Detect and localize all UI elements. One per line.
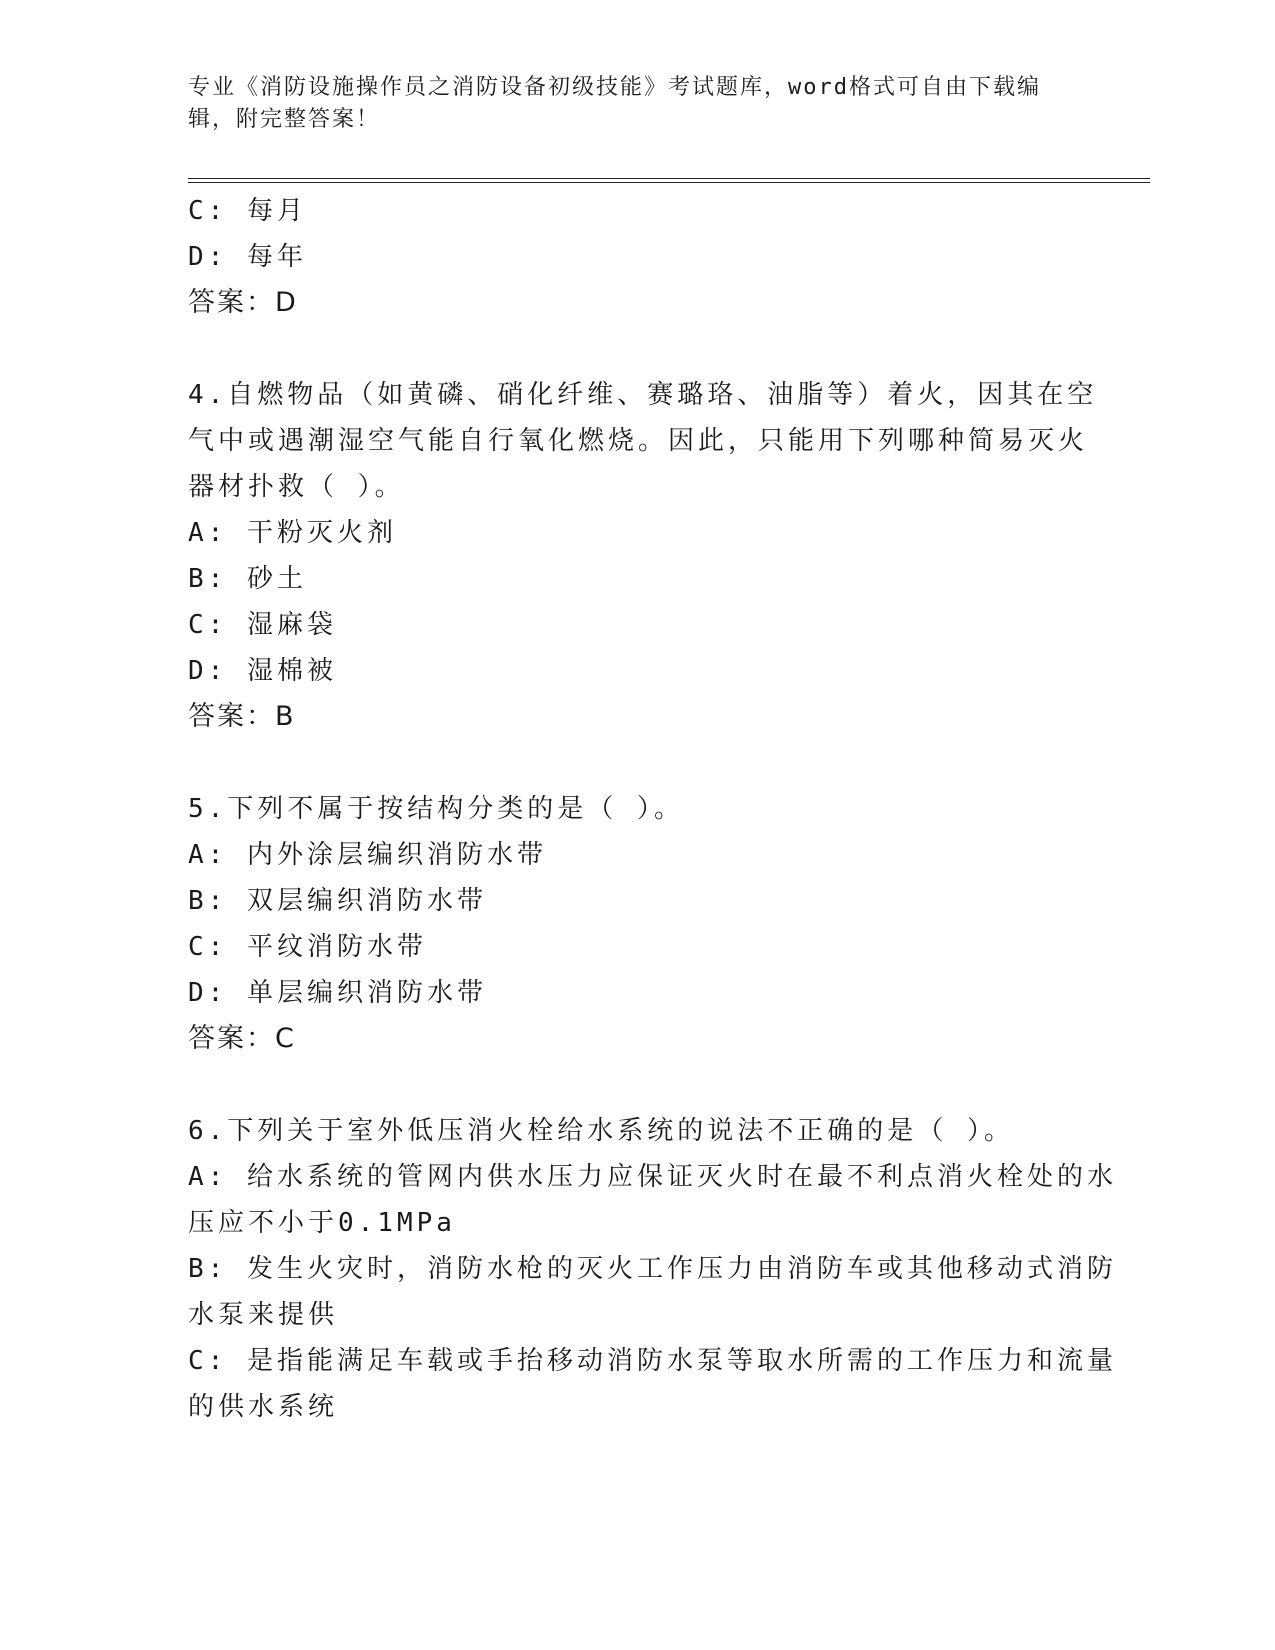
option-c: C: 湿麻袋 — [188, 610, 337, 640]
option-a: A: 给水系统的管网内供水压力应保证灭火时在最不利点消火栓处的水 — [188, 1162, 1117, 1192]
header-line-2: 辑，附完整答案！ — [188, 107, 381, 132]
option-b-continued: 水泵来提供 — [188, 1300, 339, 1330]
option-d: D: 单层编织消防水带 — [188, 978, 487, 1008]
question-6 — [188, 1108, 1117, 1430]
option-c-continued: 的供水系统 — [188, 1392, 339, 1422]
question-stem: 器材扑救（ ）。 — [188, 472, 405, 502]
option-c: C: 每月 — [188, 196, 307, 226]
spacer — [188, 326, 1078, 372]
header-line-1: 专业《消防设施操作员之消防设备初级技能》考试题库，word格式可自由下载编 — [188, 75, 1041, 100]
option-d: D: 每年 — [188, 242, 307, 272]
answer: 答案：B — [188, 701, 296, 732]
question-stem: 气中或遇潮湿空气能自行氧化燃烧。因此，只能用下列哪种简易灭火 — [188, 426, 1089, 456]
answer: 答案：D — [188, 287, 298, 318]
option-c: C: 是指能满足车载或手抬移动消防水泵等取水所需的工作压力和流量 — [188, 1346, 1117, 1376]
question-stem: 5.下列不属于按结构分类的是（ ）。 — [188, 794, 684, 824]
option-a: A: 干粉灭火剂 — [188, 518, 397, 548]
document-body — [188, 188, 1117, 1430]
answer: 答案：C — [188, 1023, 296, 1054]
option-a-continued: 压应不小于0.1MPa — [188, 1208, 456, 1238]
spacer — [188, 740, 1078, 786]
document-header — [188, 72, 1068, 136]
option-b: B: 砂土 — [188, 564, 307, 594]
question-3-tail — [188, 188, 1078, 326]
question-5 — [188, 786, 1078, 1062]
option-a: A: 内外涂层编织消防水带 — [188, 840, 547, 870]
option-c: C: 平纹消防水带 — [188, 932, 427, 962]
header-divider-top — [188, 178, 1150, 179]
question-stem: 4.自燃物品（如黄磷、硝化纤维、赛璐珞、油脂等）着火，因其在空 — [188, 380, 1098, 410]
header-divider-bottom — [188, 182, 1150, 183]
question-4 — [188, 372, 1098, 740]
option-b: B: 发生火灾时，消防水枪的灭火工作压力由消防车或其他移动式消防 — [188, 1254, 1117, 1284]
question-stem: 6.下列关于室外低压消火栓给水系统的说法不正确的是（ ）。 — [188, 1116, 1014, 1146]
option-b: B: 双层编织消防水带 — [188, 886, 487, 916]
spacer — [188, 1062, 1078, 1108]
option-d: D: 湿棉被 — [188, 656, 337, 686]
